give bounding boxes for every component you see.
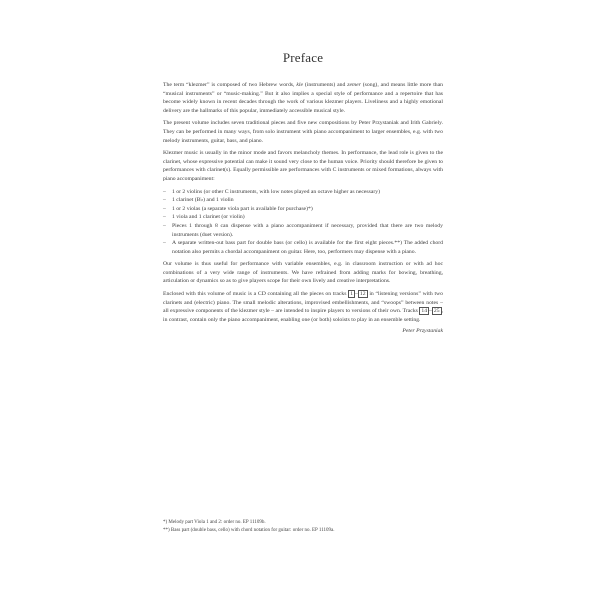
footnotes (163, 519, 443, 534)
list-item: – A separate written-out bass part for double bass (or cello) is available for the first eight pieces.**) The added chord notation also permits a chordal accompaniment on guitar. Here, too, performers may dispense with a piano. (163, 239, 443, 256)
p5-text-b: in “listening versions” with two clarinets and (electric) piano. The small melodic alterations, improvised embellishments, and “swoops” between notes – all expressive components of the klezmer style – are intended to inspire players to versions of their own. Tracks (163, 291, 443, 315)
list-item: – 1 viola and 1 clarinet (or violin) (163, 213, 443, 222)
paragraph-3: Klezmer music is usually in the minor mode and favors melancholy themes. In performance, the lead role is given to the clarinet, whose expressive potential can make it sound very close to the human voice. Priority should therefore be given to performances with clarinet(s). Equally permissible are performances with C instruments or mixed formations, always with piano accompaniment: (163, 150, 443, 182)
p1-text-c: (song), and means little more than “musical instruments” or “music-making.” But it also implies a special style of performance and a repertoire that has become widely known in recent decades through the work of various klezmer players. Liveliness and a highly emotional delivery are the hallmarks of this popular, immediately accessible musical style. (163, 82, 443, 114)
list-item: – 1 or 2 violins (or other C instruments, with low notes played an octave higher as necessary) (163, 188, 443, 197)
p1-word-zemer: zemer (347, 82, 361, 88)
p1-word-kle: kle (296, 82, 303, 88)
p1-text-a: The term “klezmer” is composed of two Hebrew words, (163, 82, 297, 88)
p5-text-c: , in contrast, contain only the piano accompaniment, enabling one (or both) soloists to play in an ensemble setting. (163, 308, 443, 323)
track-box-12: 12 (359, 291, 366, 298)
footnote-1: *) Melody part Viola 1 and 2: order no. EP 11109b. (163, 520, 266, 525)
paragraph-1 (163, 81, 443, 115)
list-item: – 1 clarinet (B♭) and 1 violin (163, 196, 443, 205)
p5-dash-2: – (429, 308, 432, 315)
track-box-25: 25 (433, 308, 440, 315)
list-item: – Pieces 1 through 8 can dispense with a piano accompaniment if necessary, provided that there are two melody instruments (duet version). (163, 222, 443, 239)
preface-body (163, 50, 443, 334)
footnote-2: **) Bass part (double bass, cello) with chord notation for guitar: order no. EP 11109a. (163, 527, 335, 533)
p5-dash-1: – (355, 291, 358, 298)
list-item: – 1 or 2 violas (a separate viola part is available for purchase)*) (163, 205, 443, 214)
track-box-14: 14 (421, 308, 428, 315)
paragraph-5 (163, 290, 443, 324)
instrument-list (163, 188, 443, 257)
signature: Peter Przystaniak (402, 328, 443, 335)
p5-text-a: Enclosed with this volume of music is a CD containing all the pieces on tracks (163, 291, 349, 298)
paragraph-4: Our volume is thus useful for performance with variable ensembles, e.g. in classroom instruction or with ad hoc combinations of a very wide range of instruments. We have refrained from adding marks for bowing, breathing, articulation or dynamics so as to give players scope for their own lively and creative interpretations. (163, 261, 443, 285)
track-box-1: 1 (350, 291, 354, 298)
p1-text-b: (instruments) and (302, 82, 348, 88)
paragraph-2: The present volume includes seven traditional pieces and five new compositions by Peter Przystaniak and Irith Gabriely. They can be performed in many ways, from solo instrument with piano accompaniment to larger ensembles, e.g. with two melody instruments, guitar, bass, and piano. (163, 120, 443, 144)
page-title: Preface (282, 50, 324, 65)
